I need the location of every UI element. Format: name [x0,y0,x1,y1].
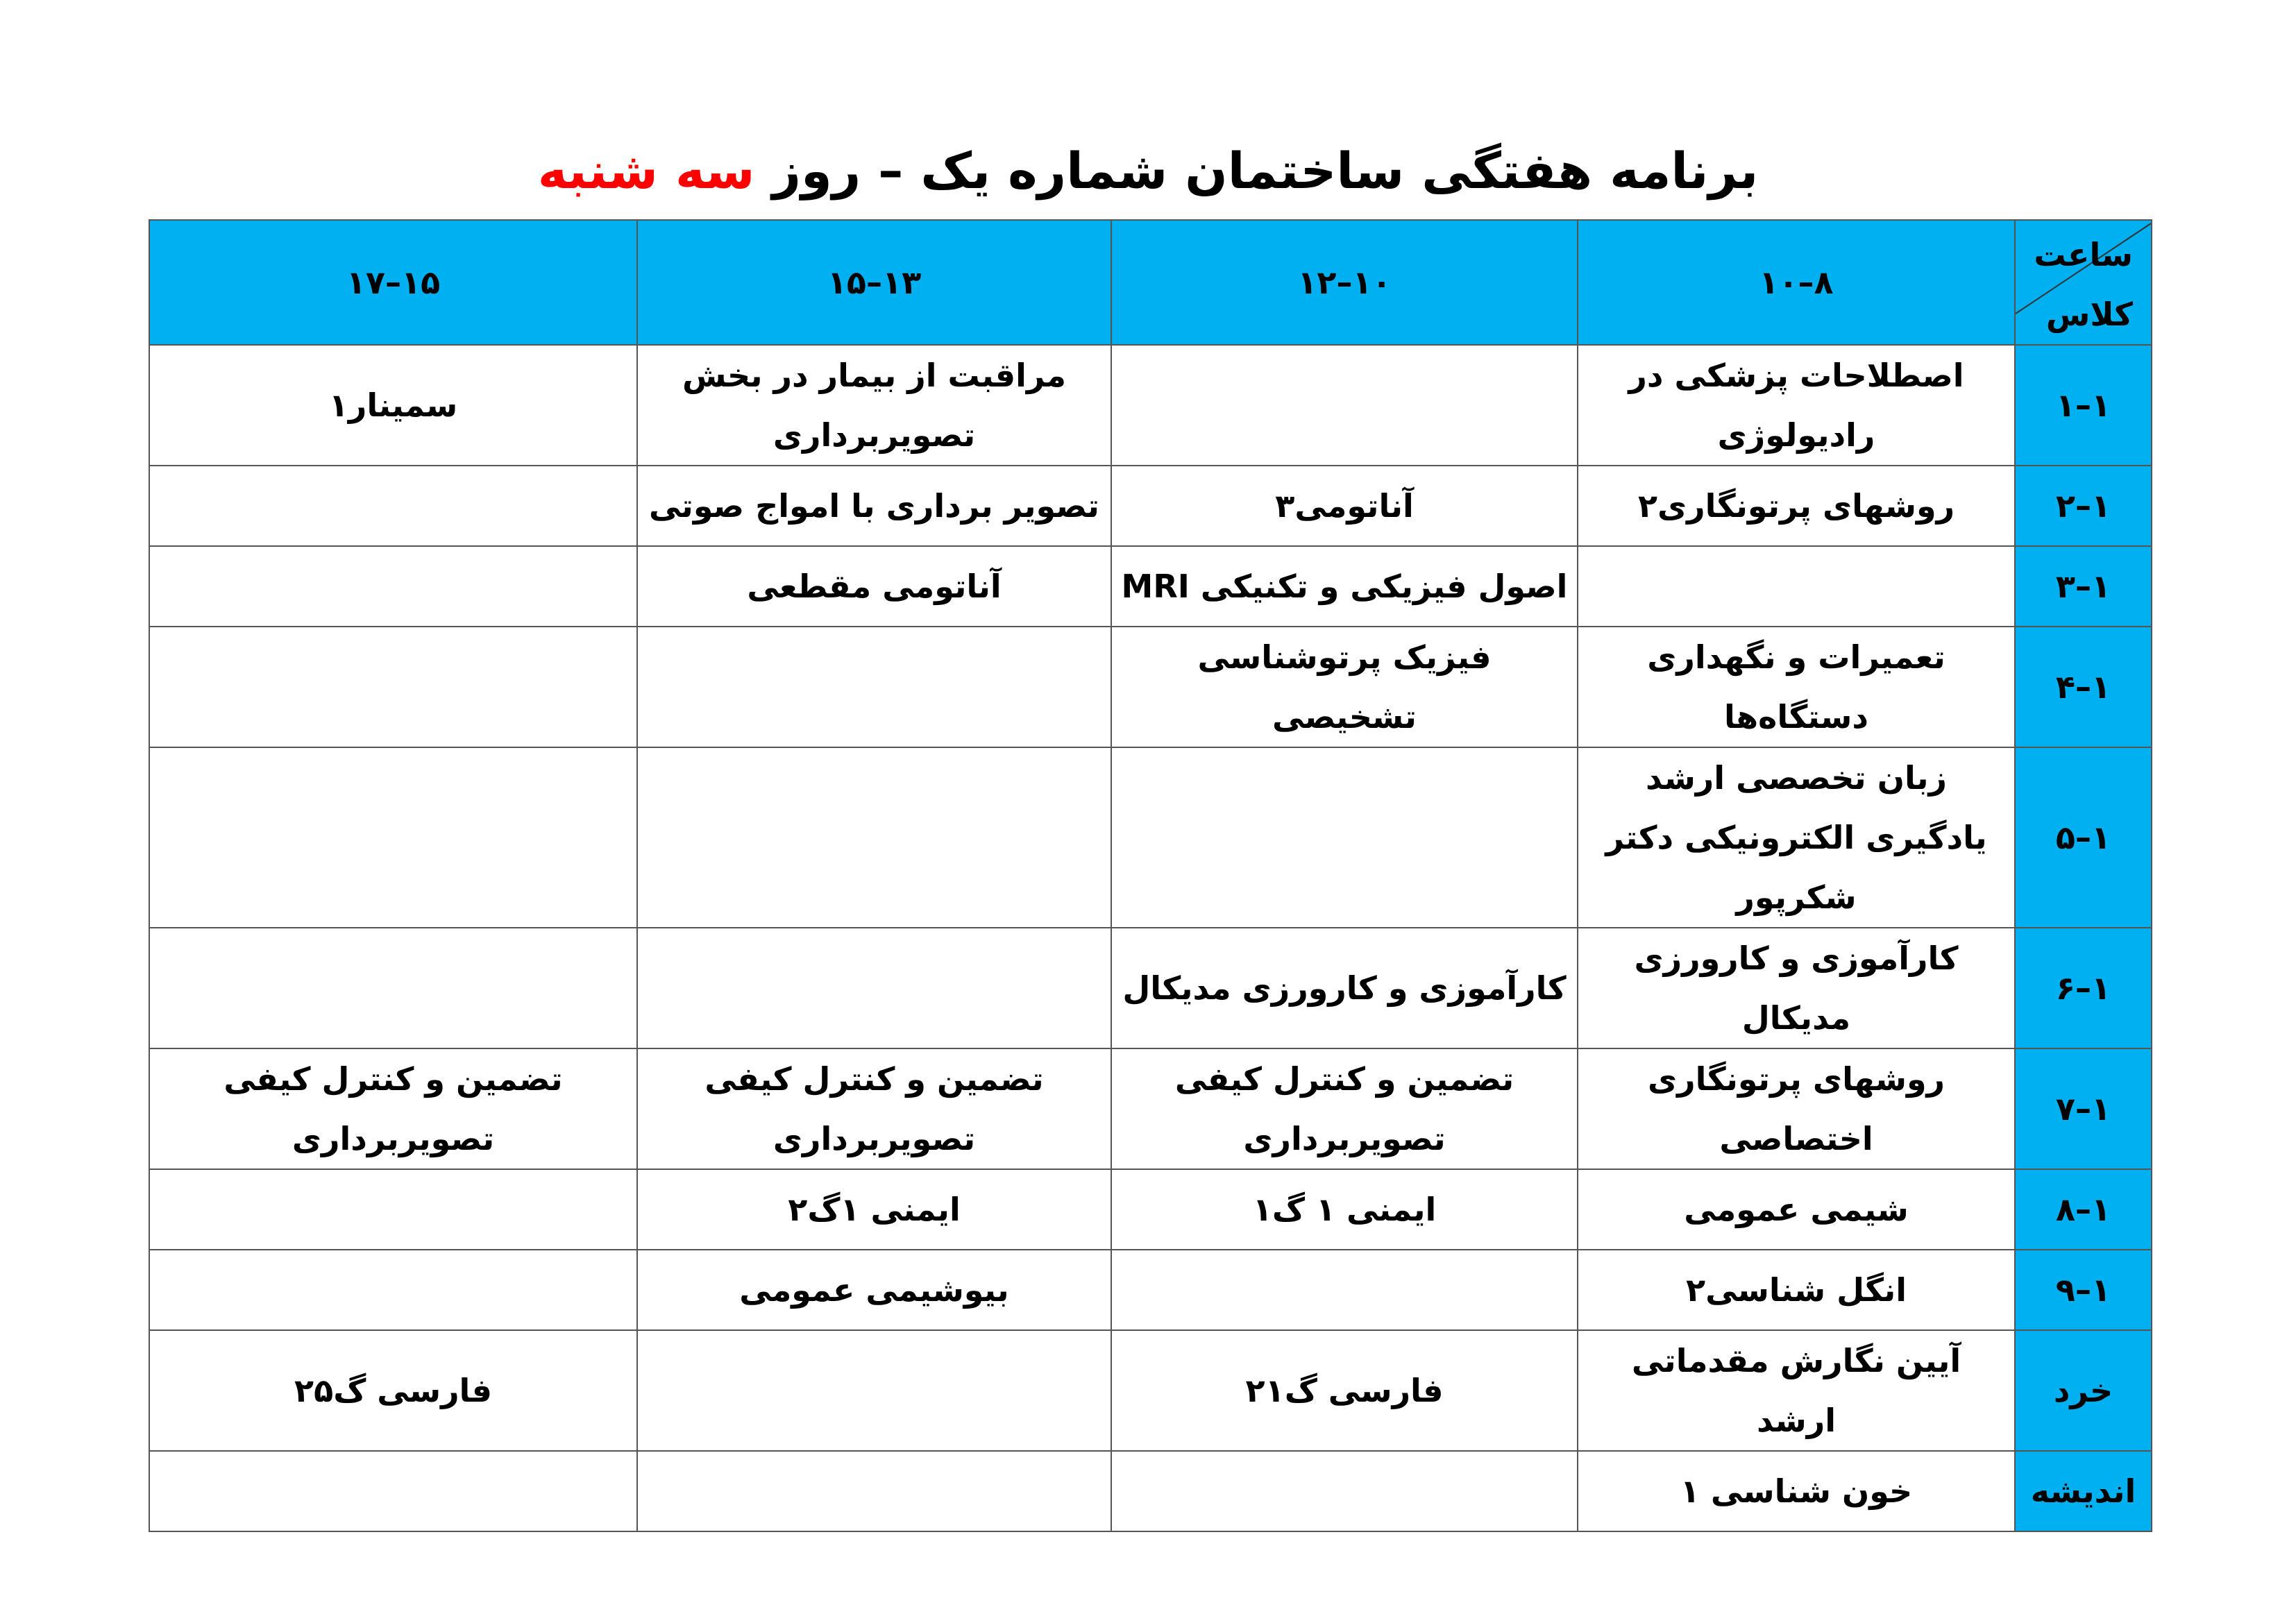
course-cell: بیوشیمی عمومی [637,1250,1111,1330]
class-cell: ۱–۲ [2015,466,2152,546]
table-row [149,747,2152,928]
class-cell: ۱–۳ [2015,546,2152,627]
header-row [149,220,2152,345]
schedule-table [149,219,2152,1532]
course-cell: اصطلاحات پزشکی در رادیولوژی [1578,345,2015,466]
slot-header: ۱۰–۱۲ [1111,220,1578,345]
table-row [149,466,2152,546]
course-cell [1111,1451,1578,1531]
course-cell: آناتومی مقطعی [637,546,1111,627]
course-cell [1111,1250,1578,1330]
course-cell [1111,747,1578,928]
course-cell: تضمین و کنترل کیفی تصویربرداری [149,1048,637,1169]
course-cell [149,928,637,1048]
course-cell [637,1451,1111,1531]
course-cell: تضمین و کنترل کیفی تصویربرداری [1111,1048,1578,1169]
class-cell: ۱–۴ [2015,627,2152,747]
table-row [149,1250,2152,1330]
table-row [149,345,2152,466]
course-cell [637,747,1111,928]
course-cell: کارآموزی و کارورزی مدیکال [1111,928,1578,1048]
course-cell: کارآموزی و کارورزی مدیکال [1578,928,2015,1048]
corner-label-class: کلاس [2045,296,2133,333]
course-cell: روشهای پرتونگاری اختصاصی [1578,1048,2015,1169]
course-cell: روشهای پرتونگاری۲ [1578,466,2015,546]
course-cell: انگل شناسی۲ [1578,1250,2015,1330]
course-cell [149,1451,637,1531]
corner-label-time: ساعت [2034,236,2133,273]
course-cell [149,546,637,627]
slot-header: ۱۵–۱۷ [149,220,637,345]
title-main: برنامه هفتگی ساختمان شماره یک – روز [754,142,1759,200]
course-cell: تصویر برداری با امواج صوتی [637,466,1111,546]
corner-header [2015,220,2152,345]
table-row [149,1048,2152,1169]
course-cell [1578,546,2015,627]
title-day: سه شنبه [537,142,755,200]
table-row [149,928,2152,1048]
class-cell: ۱–۹ [2015,1250,2152,1330]
course-cell [637,928,1111,1048]
class-cell: ۱–۶ [2015,928,2152,1048]
table-row [149,1169,2152,1250]
course-cell: خون شناسی ۱ [1578,1451,2015,1531]
course-cell: مراقبت از بیمار در بخش تصویربرداری [637,345,1111,466]
page-title [0,136,2296,205]
class-cell: ۱–۵ [2015,747,2152,928]
table-row [149,546,2152,627]
course-cell [637,627,1111,747]
course-cell [149,1250,637,1330]
class-cell: ۱–۱ [2015,345,2152,466]
course-cell: تعمیرات و نگهداری دستگاه‌ها [1578,627,2015,747]
course-cell: فارسی گ۲۵ [149,1330,637,1451]
class-cell: ۱–۷ [2015,1048,2152,1169]
course-cell [149,1169,637,1250]
course-cell: ایمنی ۱گ۲ [637,1169,1111,1250]
class-cell: اندیشه [2015,1451,2152,1531]
table-row [149,627,2152,747]
course-cell [149,466,637,546]
course-cell: زبان تخصصی ارشد یادگیری الکترونیکی دکتر شکرپور [1578,747,2015,928]
course-cell: فیزیک پرتوشناسی تشخیصی [1111,627,1578,747]
class-cell: خرد [2015,1330,2152,1451]
course-cell: سمینار۱ [149,345,637,466]
course-cell [637,1330,1111,1451]
course-cell: آیین نگارش مقدماتی ارشد [1578,1330,2015,1451]
course-cell: فارسی گ۲۱ [1111,1330,1578,1451]
course-cell: شیمی عمومی [1578,1169,2015,1250]
course-cell [149,747,637,928]
course-cell: آناتومی۳ [1111,466,1578,546]
course-cell: تضمین و کنترل کیفی تصویربرداری [637,1048,1111,1169]
table-row [149,1451,2152,1531]
course-cell: ایمنی ۱ گ۱ [1111,1169,1578,1250]
course-cell [1111,345,1578,466]
class-cell: ۱–۸ [2015,1169,2152,1250]
slot-header: ۱۳–۱۵ [637,220,1111,345]
table-row [149,1330,2152,1451]
course-cell: اصول فیزیکی و تکنیکی MRI [1111,546,1578,627]
slot-header: ۸–۱۰ [1578,220,2015,345]
course-cell [149,627,637,747]
